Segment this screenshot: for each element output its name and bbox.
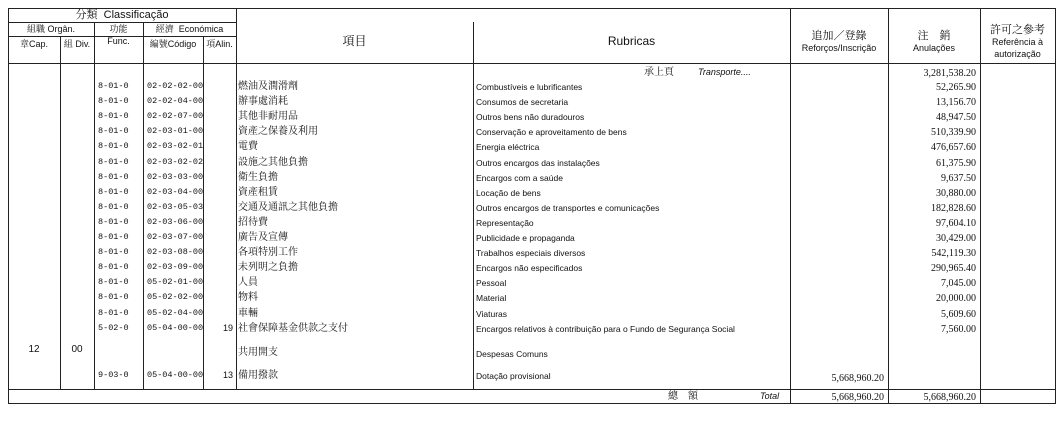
row-func: 8-01-0: [98, 262, 129, 272]
row-anulacoes: 48,947.50: [936, 112, 976, 123]
row-item-zh: 車輛: [238, 308, 258, 319]
row-anulacoes: 52,265.90: [936, 82, 976, 93]
item-header: [236, 35, 473, 47]
transport-pt: Transporte....: [698, 67, 751, 77]
row-rubrica-pt: Energia eléctrica: [476, 142, 540, 152]
row-rubrica-pt: Encargos não especificados: [476, 263, 583, 273]
row-anulacoes: 30,880.00: [936, 188, 976, 199]
row-rubrica-pt: Locação de bens: [476, 188, 541, 198]
row-anulacoes: 7,045.00: [941, 278, 976, 289]
div-header: [60, 38, 94, 50]
row-rubrica-pt: Representação: [476, 218, 534, 228]
common-pt: Despesas Comuns: [476, 349, 548, 359]
row-rubrica-pt: Pessoal: [476, 278, 507, 288]
total-zh: 總 額: [668, 391, 698, 402]
row-item-zh: 物料: [238, 292, 258, 303]
provisional-alin: 13: [222, 370, 233, 380]
provisional-func: 9-03-0: [98, 370, 129, 380]
provisional-reforcos: 5,668,960.20: [831, 373, 884, 384]
alin-pt: Alin.: [215, 39, 233, 49]
row-alin: 19: [222, 323, 233, 333]
provisional-zh: 備用撥款: [238, 370, 278, 381]
row-item-zh: 衛生負擔: [238, 172, 278, 183]
col-border-rubricas: [790, 8, 791, 404]
row-item-zh: 資產租賃: [238, 187, 278, 198]
organic-zh: 組職: [26, 24, 45, 34]
row-item-zh: 設施之其他負擔: [238, 157, 308, 168]
row-item-zh: 電費: [238, 141, 258, 152]
row-code: 05-02-02-00: [147, 292, 204, 302]
econ-pt: Económica: [178, 24, 224, 34]
row-anulacoes: 476,657.60: [931, 142, 976, 153]
econ-zh: 經濟: [155, 24, 174, 34]
col-border-code: [203, 36, 204, 389]
row-item-zh: 其他非耐用品: [238, 111, 298, 122]
div-pt: Div.: [75, 39, 91, 49]
cap-zh: 章: [19, 39, 29, 49]
alin-zh: 項: [206, 39, 216, 49]
row-anulacoes: 30,429.00: [936, 233, 976, 244]
row-code: 02-03-03-00: [147, 172, 204, 182]
transport-anulacoes: 3,281,538.20: [923, 68, 976, 79]
row-rubrica-pt: Conservação e aproveitamento de bens: [476, 127, 627, 137]
row-rubrica-pt: Encargos relativos à contribuição para o Fundo de Segurança Social: [476, 324, 735, 334]
rubricas-label: Rubricas: [607, 34, 656, 48]
total-top-border: [8, 389, 1056, 390]
col-border-func: [143, 22, 144, 389]
classification-pt: Classificação: [103, 9, 169, 21]
row-anulacoes: 290,965.40: [931, 263, 976, 274]
row-anulacoes: 542,119.30: [931, 248, 976, 259]
row-code: 05-02-04-00: [147, 308, 204, 318]
reforcos-pt: Reforços/Inscrição: [801, 43, 877, 53]
row-func: 8-01-0: [98, 141, 129, 151]
col-border-cap: [60, 36, 61, 389]
row-rubrica-pt: Publicidade e propaganda: [476, 233, 575, 243]
row-rubrica-pt: Combustíveis e lubrificantes: [476, 82, 583, 92]
func-header: [94, 23, 143, 47]
row-anulacoes: 13,156.70: [936, 97, 976, 108]
row-func: 8-01-0: [98, 292, 129, 302]
common-div: 00: [71, 344, 83, 355]
code-pt: Código: [167, 39, 197, 49]
row-func: 8-01-0: [98, 157, 129, 167]
row-func: 8-01-0: [98, 202, 129, 212]
row-item-zh: 辦事處消耗: [238, 96, 288, 107]
row-anulacoes: 7,560.00: [941, 324, 976, 335]
col-border-div: [94, 22, 95, 389]
row-rubrica-pt: Outros encargos de transportes e comunicações: [476, 203, 660, 213]
col-border-right: [1055, 8, 1056, 404]
total-anulacoes: 5,668,960.20: [923, 392, 976, 403]
row-anulacoes: 5,609.60: [941, 309, 976, 320]
row-item-zh: 社會保障基金供款之支付: [238, 323, 348, 334]
row-func: 8-01-0: [98, 247, 129, 257]
row-code: 02-03-08-00: [147, 247, 204, 257]
cap-header: [8, 38, 60, 50]
func-zh: 功能: [109, 24, 128, 34]
row-func: 8-01-0: [98, 96, 129, 106]
classification-header: [8, 9, 236, 21]
table-bottom-border: [8, 403, 1056, 404]
row-item-zh: 招待費: [238, 217, 268, 228]
rubricas-header: [473, 35, 790, 47]
row-code: 05-04-00-00: [147, 323, 204, 333]
row-rubrica-pt: Trabalhos especiais diversos: [476, 248, 586, 258]
row-code: 02-02-02-00: [147, 81, 204, 91]
row-item-zh: 燃油及潤滑劑: [238, 81, 298, 92]
row-rubrica-pt: Viaturas: [476, 309, 508, 319]
row-anulacoes: 9,637.50: [941, 173, 976, 184]
row-rubrica-pt: Encargos com a saúde: [476, 173, 563, 183]
row-func: 8-01-0: [98, 217, 129, 227]
row-item-zh: 未列明之負擔: [238, 262, 298, 273]
row-func: 5-02-0: [98, 323, 129, 333]
row-rubrica-pt: Material: [476, 293, 507, 303]
row-func: 8-01-0: [98, 126, 129, 136]
row-anulacoes: 182,828.60: [931, 203, 976, 214]
code-zh: 編號: [149, 39, 168, 49]
row-func: 8-01-0: [98, 111, 129, 121]
row-item-zh: 資產之保養及利用: [238, 126, 318, 137]
row-func: 8-01-0: [98, 308, 129, 318]
econ-header: [143, 23, 236, 35]
row-func: 8-01-0: [98, 172, 129, 182]
row-code: 02-02-04-00: [147, 96, 204, 106]
row-func: 8-01-0: [98, 277, 129, 287]
header-bottom-border: [8, 63, 1056, 64]
col-border-alin: [236, 8, 237, 389]
ref-pt2: autorização: [994, 49, 1041, 59]
row-code: 02-02-07-00: [147, 111, 204, 121]
row-item-zh: 各項特別工作: [238, 247, 298, 258]
alin-header: [203, 38, 236, 50]
row-func: 8-01-0: [98, 81, 129, 91]
row-item-zh: 交通及通訊之其他負擔: [238, 202, 338, 213]
col-border-item: [473, 22, 474, 389]
common-cap: 12: [28, 344, 40, 355]
provisional-pt: Dotação provisional: [476, 371, 551, 381]
organic-pt: Orgân.: [47, 24, 76, 34]
reforcos-header: [790, 30, 888, 54]
code-header: [143, 38, 203, 50]
transport-zh: 承上頁: [644, 67, 674, 78]
func-pt: Func.: [107, 36, 130, 46]
organic-header: [8, 23, 94, 35]
col-border-anulacoes: [980, 8, 981, 404]
total-reforcos: 5,668,960.20: [831, 392, 884, 403]
reforcos-zh: 追加／登錄: [811, 30, 867, 42]
anulacoes-pt: Anulações: [912, 43, 956, 53]
row-anulacoes: 61,375.90: [936, 158, 976, 169]
row-code: 02-03-07-00: [147, 232, 204, 242]
row-anulacoes: 20,000.00: [936, 293, 976, 304]
row-rubrica-pt: Outros bens não duradouros: [476, 112, 585, 122]
row-item-zh: 人員: [238, 277, 258, 288]
cap-pt: Cap.: [29, 39, 49, 49]
ref-zh: 許可之參考: [990, 24, 1045, 36]
row-rubrica-pt: Outros encargos das instalações: [476, 158, 600, 168]
anulacoes-header: [888, 30, 980, 54]
div-zh: 組: [63, 39, 73, 49]
common-zh: 共用開支: [238, 347, 278, 358]
row-rubrica-pt: Consumos de secretaria: [476, 97, 569, 107]
classification-zh: 分類: [75, 9, 98, 21]
row-code: 02-03-01-00: [147, 126, 204, 136]
row-code: 02-03-02-01: [147, 141, 204, 151]
row-code: 02-03-02-02: [147, 157, 204, 167]
row-func: 8-01-0: [98, 187, 129, 197]
budget-table: [8, 8, 1056, 404]
row-func: 8-01-0: [98, 232, 129, 242]
row-code: 02-03-06-00: [147, 217, 204, 227]
provisional-code: 05-04-00-00: [147, 370, 204, 380]
item-zh: 項目: [342, 34, 367, 48]
row-code: 02-03-09-00: [147, 262, 204, 272]
row-anulacoes: 97,604.10: [936, 218, 976, 229]
total-pt: Total: [760, 391, 780, 401]
row-code: 02-03-04-00: [147, 187, 204, 197]
ref-pt1: Referência à: [991, 37, 1044, 47]
row-anulacoes: 510,339.90: [931, 127, 976, 138]
row-item-zh: 廣告及宣傳: [238, 232, 288, 243]
anulacoes-zh: 注 銷: [917, 30, 951, 42]
reference-header: [980, 24, 1055, 60]
row-code: 05-02-01-00: [147, 277, 204, 287]
row-code: 02-03-05-03: [147, 202, 204, 212]
